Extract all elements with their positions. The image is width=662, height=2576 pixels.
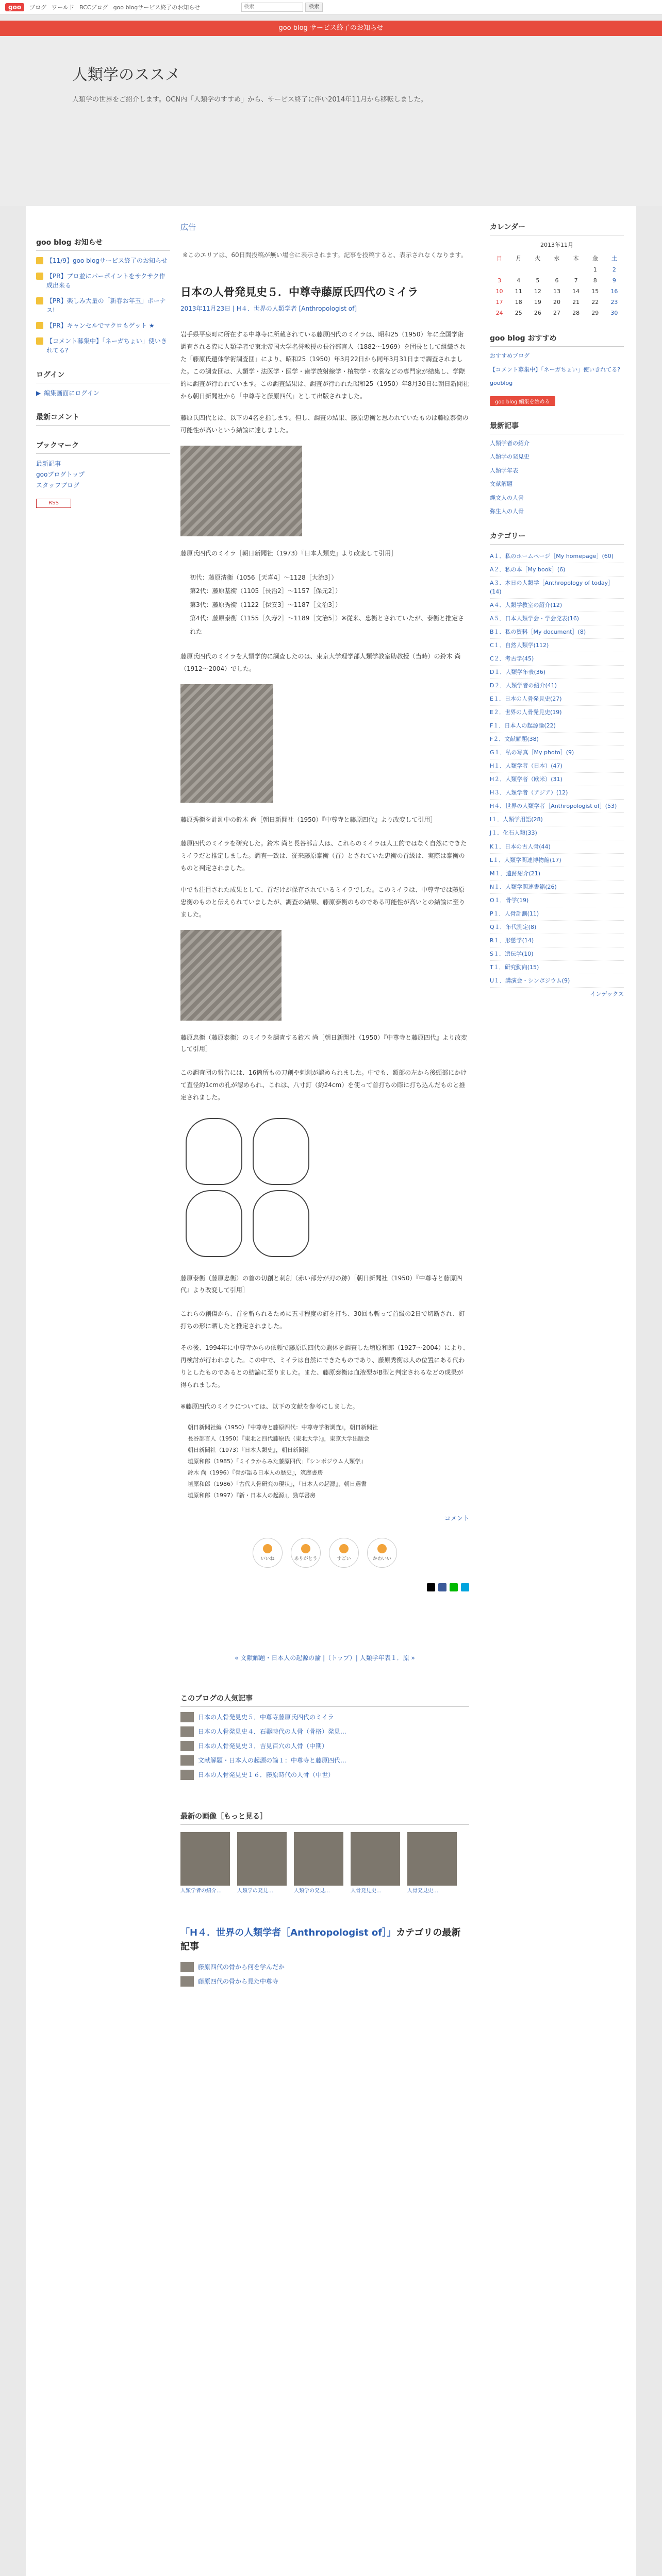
blog-title[interactable]: 人類学のススメ — [72, 66, 180, 84]
post-thumbnail — [180, 1770, 194, 1780]
category-item[interactable]: E１．日本の人骨発見史(27) — [490, 692, 624, 706]
category-item[interactable]: I１．人類学用語(28) — [490, 813, 624, 826]
calendar-day — [528, 264, 547, 275]
reaction-label: いいね — [260, 1556, 275, 1562]
weekday-label: 日 — [496, 255, 503, 262]
popular-post-title: 文献解題・日本人の起源の論１：中尊寺と藤原四代... — [198, 1757, 346, 1765]
category-item[interactable]: C１．自然人類学(112) — [490, 639, 624, 652]
bookmark-heading: ブックマーク — [36, 440, 170, 454]
category-item[interactable]: Q１．年代測定(8) — [490, 921, 624, 934]
category-item[interactable]: A５．日本人類学会・学会発表(16) — [490, 612, 624, 625]
notice-text: 【コメント募集中】「ネーガちょい」使いきれてる? — [46, 337, 167, 354]
login-block — [36, 369, 170, 397]
category-item[interactable]: J１．化石人類(33) — [490, 826, 624, 840]
category-item[interactable]: E２．世界の人骨発見史(19) — [490, 706, 624, 719]
skull-sketch — [186, 1190, 242, 1257]
arrow-right-icon: ▶ — [36, 389, 41, 397]
top-nav-item[interactable]: ブログ — [29, 4, 47, 11]
category-item[interactable]: G１．私の写真［My photo］(9) — [490, 746, 624, 759]
calendar-day — [490, 264, 509, 275]
calendar-day: 7 — [574, 277, 578, 284]
category-item[interactable]: A４．人類学教室の紹介(12) — [490, 599, 624, 612]
reference-item: 埴原和郎（1985）「ミイラからみた藤原四代」『シンポジウム人類学』 — [188, 1458, 367, 1465]
category-post-title: 藤原四代の骨から何を学んだか — [198, 1963, 285, 1971]
category-latest-heading — [180, 1926, 469, 1954]
notice-text: 【11/9】goo blogサービス終了のお知らせ — [46, 257, 168, 264]
reaction-face-icon — [339, 1544, 349, 1553]
facebook-share-icon[interactable] — [438, 1583, 446, 1591]
calendar-day: 3 — [498, 277, 502, 284]
top-nav — [29, 3, 200, 11]
left-sidebar — [36, 237, 170, 508]
post-thumbnail — [180, 1976, 194, 1987]
latest-images-heading: 最新の画像［もっと見る］ — [180, 1811, 469, 1825]
notice-icon — [36, 337, 43, 345]
image-thumbnail — [180, 1832, 230, 1886]
category-heading-suffix: カテゴリの最新記事 — [180, 1927, 461, 1952]
reaction-button[interactable] — [367, 1538, 397, 1568]
calendar-day — [567, 264, 586, 275]
calendar-day: 30 — [610, 310, 618, 316]
researcher-photo — [180, 684, 273, 803]
category-item[interactable]: M１．遺跡紹介(21) — [490, 867, 624, 880]
bookmark-block — [36, 440, 170, 508]
calendar-day: 22 — [591, 299, 599, 306]
category-item[interactable]: U１．講演会・シンポジウム(9) — [490, 974, 624, 988]
calendar-day: 16 — [610, 288, 618, 295]
calendar-day: 19 — [534, 299, 541, 306]
calendar-day: 8 — [593, 277, 597, 284]
reaction-buttons — [180, 1538, 469, 1568]
category-item[interactable]: T１．研究動向(15) — [490, 961, 624, 974]
calendar-day: 1 — [593, 266, 597, 273]
calendar-day — [547, 264, 566, 275]
post-body — [180, 328, 469, 1501]
list-item: 第3代：藤原秀衡（1122［保安3］～1187［文治3］） — [190, 601, 341, 608]
reaction-button[interactable] — [291, 1538, 321, 1568]
recent-post-item[interactable]: 文献解題 — [490, 481, 512, 487]
calendar-day: 14 — [572, 288, 580, 295]
photo-caption: 藤原秀衡を計測中の鈴木 尚［朝日新聞社（1950）『中尊寺と藤原四代』より改変して引用］ — [180, 816, 437, 823]
reference-item: 長谷部言人（1950）『東北と四代藤原氏（東北大学）』，東京大学出版会 — [188, 1435, 370, 1442]
popular-post[interactable] — [180, 1712, 469, 1722]
reaction-label: すごい — [337, 1556, 351, 1562]
reaction-face-icon — [263, 1544, 272, 1553]
goo-recommend-item[interactable]: 【コメント募集中】「ネーガちょい」使いきれてる? — [490, 366, 621, 373]
category-item[interactable]: B１．私の資料［My document］(8) — [490, 625, 624, 639]
weekday-label: 水 — [554, 255, 560, 262]
mummy-photo — [180, 446, 302, 536]
post-paragraph: これらの創傷から、首を斬られるために五寸程度の釘を打ち、30回も斬って首級の2日で切断され、釘打ちの形に晒したと推定されました。 — [180, 1310, 465, 1330]
top-nav-item[interactable]: ワールド — [52, 4, 74, 11]
recent-post-item[interactable]: 弥生人の人骨 — [490, 508, 524, 515]
notice-heading: goo blog お知らせ — [36, 237, 170, 251]
rss-badge[interactable]: RSS — [36, 499, 71, 508]
reference-item: 鈴木 尚（1996）『骨が語る日本人の歴史』，筑摩書房 — [188, 1469, 323, 1476]
calendar-day: 5 — [536, 277, 540, 284]
post-paragraph: 藤原氏四代のミイラを人類学的に調査したのは、東京大学理学部人類学教室助教授（当時）の鈴木 尚（1912～2004）でした。 — [180, 652, 461, 672]
weekday-label: 土 — [611, 255, 617, 262]
right-sidebar — [490, 222, 624, 998]
calendar-day: 21 — [572, 299, 580, 306]
category-item[interactable]: F２．文献解題(38) — [490, 733, 624, 746]
login-heading: ログイン — [36, 369, 170, 383]
calendar-title: 2013年11月 — [540, 242, 573, 248]
popular-post[interactable] — [180, 1770, 469, 1780]
goo-recommend-block — [490, 333, 624, 406]
login-link[interactable] — [36, 388, 170, 397]
blog-description: 人類学の世界をご紹介します。OCN内「人類学のすすめ」から、サービス終了に伴い2014年11月から移転しました。 — [72, 96, 427, 104]
login-link-label: 編集画面にログイン — [44, 389, 100, 397]
calendar-day: 2 — [612, 266, 616, 273]
bookmark-item[interactable]: スタッフブログ — [36, 482, 80, 489]
image-card[interactable] — [180, 1832, 230, 1895]
top-nav-item[interactable]: goo blogサービス終了のお知らせ — [113, 4, 200, 11]
calendar-day: 17 — [495, 299, 503, 306]
notice-text: 【PR】キャンセルでマクロもゲット ★ — [46, 322, 155, 329]
service-end-banner[interactable]: goo blog サービス終了のお知らせ — [0, 21, 662, 36]
search-input[interactable] — [241, 3, 303, 12]
category-item[interactable]: H４．世界の人類学者［Anthropologist of］(53) — [490, 800, 624, 813]
calendar-day: 13 — [553, 288, 560, 295]
post-paragraph: 岩手県平泉町に所在する中尊寺に所蔵されている藤原四代のミイラは、昭和25（1950）年に全国学術調査される際に人類学者で東北帝国大学名誉教授の長谷部言人（1882～1969）を団長として組織された「藤原氏遺体学術調査団」により、昭和25（1950）年3月22日から同年3月31日まで調査されました。この調査団は、人類学・法医学・医学・歯学放射線学・植物学・衣裳などの専門家が結集し、学際的に調査が行われています。この調査結果は、調査が行われた昭和25（1950）年8月30日に朝日新聞社から朝日新聞社から「中尊寺と藤原四代」として出版されました。 — [180, 330, 469, 400]
image-card[interactable] — [351, 1832, 400, 1895]
comment-link[interactable]: コメント — [444, 1514, 469, 1522]
popular-post-title: 日本の人骨発見史５．中尊寺藤原氏四代のミイラ — [198, 1714, 334, 1721]
skull-sketch — [186, 1118, 242, 1185]
category-item[interactable]: A２．私の本［My book］(6) — [490, 563, 624, 577]
category-item[interactable]: N１．人類学関連書籍(26) — [490, 880, 624, 894]
calendar-day[interactable]: 23 — [610, 299, 618, 306]
recent-posts-block — [490, 420, 624, 516]
latest-comments-heading: 最新コメント — [36, 412, 170, 426]
recent-post-item[interactable]: 人類学年表 — [490, 467, 518, 474]
post-paragraph: ※藤原四代のミイラについては、以下の文献を参考にしました。 — [180, 1402, 359, 1410]
goo-recommend-item[interactable]: おすすめブログ — [490, 352, 530, 359]
popular-post[interactable] — [180, 1755, 469, 1766]
image-thumbnail — [294, 1832, 343, 1886]
latest-comments-block — [36, 412, 170, 426]
category-post-title: 藤原四代の骨から見た中尊寺 — [198, 1978, 279, 1986]
reference-item: 朝日新聞社編（1950）『中尊寺と藤原四代：中尊寺学術調査』，朝日新聞社 — [188, 1423, 378, 1431]
popular-post[interactable] — [180, 1726, 469, 1737]
image-caption: 人類学者の紹介… — [180, 1888, 222, 1894]
inactive-notice: ※このエリアは、60日間投稿が無い場合に表示されます。記事を投稿すると、表示されなくなります。 — [183, 251, 467, 259]
popular-posts-heading: このブログの人気記事 — [180, 1693, 469, 1707]
skull-sketch — [253, 1190, 309, 1257]
calendar-day: 28 — [572, 310, 580, 316]
reaction-label: ありがとう — [294, 1556, 318, 1562]
calendar-day: 18 — [515, 299, 522, 306]
line-share-icon[interactable] — [450, 1583, 458, 1591]
category-item[interactable]: K１．日本の古人骨(44) — [490, 840, 624, 854]
weekday-label: 木 — [573, 255, 579, 262]
main-column — [180, 222, 469, 1991]
popular-post-title: 日本の人骨発見史１６．藤原時代の人骨（中世） — [198, 1771, 335, 1779]
calendar-day: 9 — [612, 277, 616, 284]
category-item[interactable]: H１．人類学者（日本）(47) — [490, 759, 624, 773]
category-post[interactable] — [180, 1976, 469, 1987]
recent-post-item[interactable]: 人類学者の紹介 — [490, 439, 529, 447]
ad-label: 広告 — [180, 223, 196, 232]
post-thumbnail — [180, 1755, 194, 1766]
calendar-day: 6 — [555, 277, 559, 284]
drawing-caption: 藤原泰衡（藤原忠衡）の首の切創と刺創（赤い部分が刃の跡）［朝日新聞社（1950）『中尊寺と藤原四代』より改変して引用］ — [180, 1275, 462, 1294]
search-button[interactable]: 検索 — [305, 3, 323, 12]
post-paragraph: 中でも注目された成果として、首だけが保存されているミイラでした。このミイラは、中尊寺では藤原忠衡のものと伝えられていましたが、調査の結果、藤原泰衡のものである可能性が高いとの結論に至りました。 — [180, 886, 466, 918]
notice-item[interactable] — [36, 296, 170, 315]
category-heading: カテゴリー — [490, 531, 624, 545]
post-meta[interactable]: 2013年11月23日 | H４．世界の人類学者 [Anthropologist of] — [180, 304, 357, 312]
share-buttons — [180, 1583, 469, 1591]
image-caption: 人類学の発見… — [237, 1888, 273, 1894]
reference-item: 埴原和郎（1986）「古代人骨研究の現状」，『日本人の起源』，朝日選書 — [188, 1480, 367, 1487]
notice-text: 【PR】楽しみ大量の「新春お年玉」ボーナス! — [46, 297, 166, 314]
calendar-day: 25 — [515, 310, 522, 316]
reference-list — [180, 1422, 469, 1501]
post-thumbnail — [180, 1962, 194, 1972]
notice-item[interactable] — [36, 272, 170, 290]
calendar-day — [509, 264, 528, 275]
notice-icon — [36, 273, 43, 280]
post-thumbnail — [180, 1741, 194, 1751]
recent-posts-list — [490, 439, 624, 516]
category-item[interactable]: C２．考古学(45) — [490, 652, 624, 666]
calendar-day: 29 — [591, 310, 599, 316]
top-nav-item[interactable]: BCCブログ — [79, 4, 108, 11]
head-mummy-photo — [180, 930, 282, 1021]
category-item[interactable]: L１．人類学関連博物館(17) — [490, 854, 624, 867]
skull-wound-drawing — [180, 1113, 320, 1262]
post-thumbnail — [180, 1726, 194, 1737]
category-posts — [180, 1962, 469, 1987]
category-item[interactable]: D１．人類学年表(36) — [490, 666, 624, 679]
calendar-day: 26 — [534, 310, 541, 316]
calendar-day: 20 — [553, 299, 560, 306]
category-list — [490, 550, 624, 988]
x-share-icon[interactable] — [427, 1583, 435, 1591]
goo-logo[interactable]: goo — [5, 3, 24, 11]
notice-icon — [36, 257, 43, 264]
image-thumbnail — [407, 1832, 457, 1886]
category-item[interactable]: H３．人類学者（アジア）(12) — [490, 786, 624, 800]
calendar-day: 10 — [495, 288, 503, 295]
post-paragraph: 藤原四代のミイラを研究した。鈴木 尚と長谷部言人は、これらのミイラは人工的ではなく自然にできたミイラだと推定しました。調査一致は、従来藤原泰衡（首）とされていた忠衡の首級は、実際は泰衡のものと判定されました。 — [180, 839, 467, 872]
hatena-share-icon[interactable] — [461, 1583, 469, 1591]
weekday-label: 月 — [516, 255, 522, 262]
bookmark-list — [36, 459, 170, 489]
category-item[interactable]: S１．遺伝学(10) — [490, 947, 624, 961]
popular-post-title: 日本の人骨発見史３．吉見百穴の人骨（中期） — [198, 1742, 328, 1750]
image-caption: 人骨発見史… — [351, 1888, 382, 1894]
skull-sketch — [253, 1118, 309, 1185]
blog-header-inner — [72, 62, 590, 106]
popular-post[interactable] — [180, 1741, 469, 1751]
start-blog-button[interactable]: goo blog 編集を始める — [490, 396, 555, 406]
page-container — [26, 206, 636, 2576]
recent-post-item[interactable]: 人類学の発見史 — [490, 453, 529, 460]
calendar-day: 15 — [591, 288, 599, 295]
post-pager[interactable]: « 文献解題・日本人の起源の論 |（トップ）| 人類学年表１．原 » — [235, 1654, 415, 1662]
calendar-day: 12 — [534, 288, 541, 295]
category-post[interactable] — [180, 1962, 469, 1972]
list-item: 初代：藤原清衡（1056［天喜4］～1128［大治3］） — [190, 573, 338, 581]
reaction-label: かわいい — [372, 1556, 391, 1562]
post-thumbnail — [180, 1712, 194, 1722]
notice-text: 【PR】プロ並にパーポイントをサクサク作成出来る — [46, 273, 166, 289]
notice-item[interactable] — [36, 336, 170, 355]
category-item[interactable]: F１．日本人の起源論(22) — [490, 719, 624, 733]
category-link[interactable]: 「H４．世界の人類学者［Anthropologist of］」 — [180, 1927, 396, 1938]
popular-post-title: 日本の人骨発見史４．石器時代の人骨（骨格）発見... — [198, 1728, 346, 1736]
category-item[interactable]: D２．人類学者の紹介(41) — [490, 679, 624, 692]
photo-caption: 藤原氏四代のミイラ［朝日新聞社（1973）『日本人類史』より改変して引用］ — [180, 549, 398, 557]
goo-recommend-heading: goo blog おすすめ — [490, 333, 624, 347]
category-item[interactable]: A３．本日の人類学［Anthropology of today］(14) — [490, 577, 624, 599]
top-search — [241, 3, 323, 12]
post-paragraph: この調査団の報告には、16箇所もの刀創や刺創が認められました。中でも、額部の左から後頭部にかけて直径約1cmの孔が認められ、これは、八寸釘（約24cm）を使って首打ちの際に打ち込んだものと推定されました。 — [180, 1069, 467, 1101]
reaction-button[interactable] — [253, 1538, 283, 1568]
image-card[interactable] — [407, 1832, 457, 1895]
category-item[interactable]: H２．人類学者（欧米）(31) — [490, 773, 624, 786]
image-card[interactable] — [237, 1832, 287, 1895]
calendar-day: 11 — [515, 288, 522, 295]
category-item[interactable]: R１．形態学(14) — [490, 934, 624, 947]
post-title[interactable]: 日本の人骨発見史５．中尊寺藤原氏四代のミイラ — [180, 285, 419, 298]
calendar — [490, 241, 624, 318]
calendar-day: 4 — [517, 277, 521, 284]
category-item[interactable]: O１．骨学(19) — [490, 894, 624, 907]
image-thumbnail — [237, 1832, 287, 1886]
image-caption: 人骨発見史… — [407, 1888, 438, 1894]
post-paragraph: 藤原氏四代とは、以下の4名を指します。但し、調査の結果、藤原忠衡と思われていたものは藤原泰衡の可能性が高いという結論に達しました。 — [180, 414, 469, 434]
notice-item[interactable] — [36, 321, 170, 330]
photo-caption: 藤原忠衡（藤原泰衡）のミイラを調査する鈴木 尚［朝日新聞社（1950）『中尊寺と藤原四代』より改変して引用］ — [180, 1033, 467, 1053]
reference-item: 埴原和郎（1997）『新・日本人の起源』，勁草書房 — [188, 1492, 316, 1499]
notice-icon — [36, 297, 43, 304]
image-caption: 人類学の発見… — [294, 1888, 330, 1894]
category-block — [490, 531, 624, 998]
category-more-link[interactable]: インデックス — [590, 991, 624, 998]
image-thumbnail — [351, 1832, 400, 1886]
reference-item: 朝日新聞社（1973）『日本人類史』，朝日新聞社 — [188, 1446, 310, 1453]
reaction-button[interactable] — [329, 1538, 359, 1568]
list-item: 第4代：藤原泰衡（1155［久寿2］～1189［文治5］）※従来、忠衡とされていたが、泰衡と推定された — [190, 614, 465, 636]
reaction-face-icon — [301, 1544, 310, 1553]
reaction-face-icon — [377, 1544, 387, 1553]
calendar-day: 24 — [495, 310, 503, 316]
category-item[interactable]: A１．私のホームページ［My homepage］(60) — [490, 550, 624, 563]
notice-list — [36, 256, 170, 355]
notice-icon — [36, 322, 43, 329]
recent-post-item[interactable]: 縄文人の人骨 — [490, 494, 524, 501]
recent-posts-heading: 最新記事 — [490, 420, 624, 434]
list-item: 第2代：藤原基衡（1105［長治2］～1157［保元2］） — [190, 587, 341, 595]
weekday-label: 金 — [592, 255, 598, 262]
category-item[interactable]: P１．人骨計測(11) — [490, 907, 624, 921]
image-card[interactable] — [294, 1832, 343, 1895]
bookmark-item[interactable]: 最新記事 — [36, 460, 61, 467]
goo-topbar — [0, 0, 662, 14]
calendar-table — [490, 252, 624, 318]
calendar-heading: カレンダー — [490, 222, 624, 235]
post-paragraph: その後、1994年に中尊寺からの依頼で藤原氏四代の遺体を調査した埴原和郎（1927～2004）により、再検討が行われました。この中で、ミイラは自然にできたものであり、藤原秀衡は人の位置にある代わりとしたものであるとの結論に至りました。また、藤原泰衡は血液型がB型と判定されるなどの成果が得られました。 — [180, 1344, 469, 1388]
bookmark-item[interactable]: gooブログトップ — [36, 471, 85, 478]
calendar-day: 27 — [553, 310, 560, 316]
goo-recommend-item[interactable]: gooblog — [490, 380, 513, 386]
weekday-label: 火 — [535, 255, 541, 262]
notice-item[interactable] — [36, 256, 170, 265]
latest-images — [180, 1832, 469, 1895]
goo-recommend-list — [490, 352, 624, 388]
